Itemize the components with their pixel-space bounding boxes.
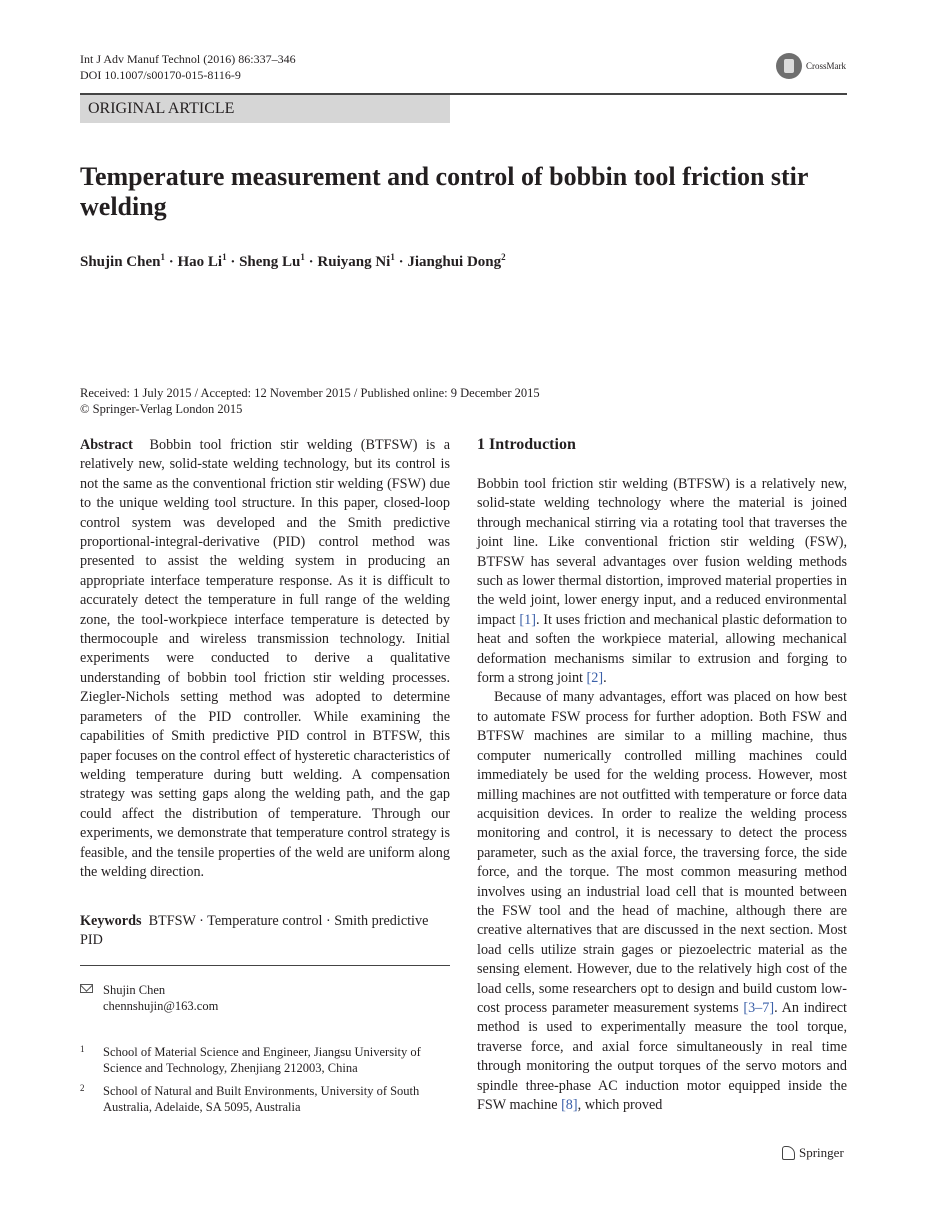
section-heading-introduction: 1 Introduction — [477, 436, 576, 453]
corresponding-author — [80, 982, 218, 1014]
article-type-banner: ORIGINAL ARTICLE — [80, 95, 450, 123]
citation-link[interactable]: [2] — [586, 670, 604, 687]
abstract — [80, 436, 450, 882]
crossmark-icon — [776, 53, 802, 79]
citation-link[interactable]: [3–7] — [743, 999, 775, 1016]
affiliation-text: School of Material Science and Engineer, Jiangsu University of Science and Technology, Zhenjiang 212003, China — [103, 1045, 421, 1075]
author-list: Shujin Chen$^1$ · Hao $Li^1$ · Sheng $Lu^1$ · Ruiyang $Ni^1$ · Jianghui Dong$^2$ — [80, 252, 506, 270]
crossmark-badge[interactable] — [776, 53, 846, 79]
citation-link[interactable]: [1] — [519, 611, 536, 628]
introduction-body — [477, 475, 847, 1115]
publication-dates — [80, 385, 540, 417]
contact-email[interactable]: chennshujin@163.com — [103, 999, 219, 1013]
abstract-label: Abstract — [80, 437, 133, 453]
citation-link[interactable]: [8] — [561, 1097, 578, 1113]
intro-paragraph-2: Because of many advantages, effort was placed on how best to automate FSW process for further adoption. Both FSW and BTFSW machines are similar to a milling machine, thus computer numerically controlled milling machines could immediately be used for the welding process. However, most milling machines are not outfitted with temperature or force data acquisition devices. In order to realize the welding process monitoring and control, it is necessary to detect the process parameter, such as the axial force, the traversing force, the side force, and the torque. The most common measuring method involves using an industrial load cell that is mounted between the FSW tool and the head of machine, although there are creative alternatives that are discussed in the next section. Most load cells utilize strain gages or piezoelectric material as the sensing element. However, due to the relatively high cost of the load cells, some researchers opt to design and build custom low-cost process parameter measurement systems [3–7]. An indirect method is used to experimentally measure the tool torque, traverse force, and axial force simultaneously in real time through monitoring the output torques of the servo motors and spindle three-phase AC induction motor equipped inside the FSW machine [8], which proved — [477, 689, 847, 1113]
abstract-text: Bobbin tool friction stir welding (BTFSW) is a relatively new, solid-state welding technology, but its control is not the same as the conventional friction stir welding (FSW) due to the unique welding tool structure. In this paper, closed-loop control system was developed and the Smith predictive proportional-integral-derivative (PID) control method was presented to assist the welding system in producing an appropriate interface temperature response. As it is difficult to accurately detect the temperature in full range of the welding zone, the tool-workpiece interface temperature is detected by thermocouple and wireless transmission technology. Initial experiments were conducted to derive a qualitative understanding of bobbin tool friction stir welding processes. Ziegler-Nichols setting method was adopted to determine parameters of the PID controller. While examining the capabilities of Smith predictive PID control in BTFSW, this paper focuses on the control effect of hysteretic characteristics of welding temperature during butt welding. A compensation strategy was setting gaps along the welding path, and the gap could affect the distribution of temperature. Through our experiments, we demonstrate that temperature control strategy is feasible, and the tensile properties of the weld are uniform along the welding direction. — [80, 437, 450, 880]
footnote-rule — [80, 965, 450, 966]
history-line: Received: 1 July 2015 / Accepted: 12 November 2015 / Published online: 9 December 2015 — [80, 386, 540, 400]
author-affiliation-marker: 2 — [501, 252, 506, 262]
journal-info — [80, 51, 296, 83]
doi[interactable]: DOI 10.1007/s00170-015-8116-9 — [80, 68, 241, 82]
copyright-line: © Springer-Verlag London 2015 — [80, 402, 243, 416]
publisher-logo — [782, 1145, 844, 1161]
keywords-label: Keywords — [80, 913, 142, 929]
affiliation-2 — [80, 1083, 450, 1115]
author-name[interactable]: Hao Li — [177, 254, 223, 270]
affiliation-number: 1 — [80, 1044, 85, 1054]
article-title: Temperature measurement and control of bobbin tool friction stir welding — [80, 162, 808, 221]
journal-citation: Int J Adv Manuf Technol (2016) 86:337–346 — [80, 52, 296, 66]
author-name[interactable]: Sheng Lu — [239, 254, 301, 270]
springer-horse-icon — [782, 1146, 795, 1160]
author-affiliation-marker: 1 — [222, 252, 227, 262]
affiliation-1 — [80, 1044, 450, 1076]
keywords — [80, 912, 450, 951]
author-affiliation-marker: 1 — [160, 252, 165, 262]
author-name[interactable]: Shujin Chen — [80, 254, 161, 270]
author-name[interactable]: Jianghui Dong — [407, 254, 502, 270]
author-name[interactable]: Ruiyang Ni — [317, 254, 391, 270]
author-affiliation-marker: 1 — [390, 252, 395, 262]
envelope-icon — [80, 984, 93, 993]
affiliation-text: School of Natural and Built Environments, University of South Australia, Adelaide, SA 5095, Australia — [103, 1084, 420, 1114]
contact-name: Shujin Chen — [103, 983, 166, 997]
affiliation-number: 2 — [80, 1083, 85, 1093]
publisher-name: Springer — [799, 1145, 844, 1160]
keywords-text: BTFSW · Temperature control · Smith predictive PID — [80, 913, 429, 949]
crossmark-label: CrossMark — [806, 61, 846, 71]
intro-paragraph-1: Bobbin tool friction stir welding (BTFSW) is a relatively new, solid-state welding technology where the material is joined through mechanical stirring via a rotating tool that traverses the joint line. Like conventional friction stir welding (FSW), BTFSW has several advantages over fusion welding methods such as lower thermal distortion, improved material properties in the weld joint, lower energy input, and a reduced environmental impact [1]. It uses friction and mechanical plastic deformation to heat and soften the workpiece material, allowing mechanical deformation mechanisms similar to extrusion and forging to form a strong joint [2]. — [477, 476, 848, 687]
author-affiliation-marker: 1 — [300, 252, 305, 262]
